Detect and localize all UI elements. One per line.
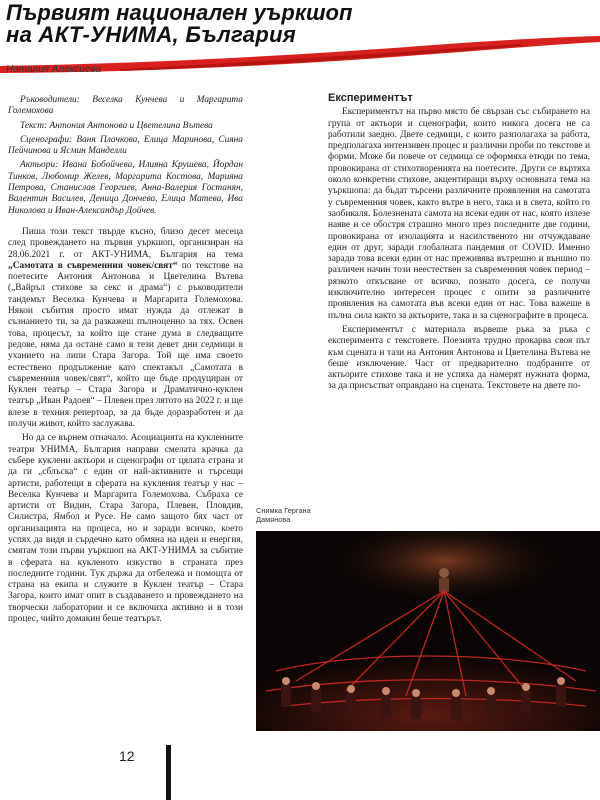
page-divider-bar [166,745,171,800]
author-name: Наталия Алексиева [6,64,101,75]
paragraph-intro: Пиша този текст твърде късно, близо десет месеца след провеждането на първия уъркшоп, организиран на 28.06.2021 г. от АКТ-УНИМА, България на тема „Самотата в съвременния човек/свят“ по текстове на поетесите Антония Антонова и Цветелина Вътева („Вайръл стихове за секс и драма“) с ръководители тандемът Веселка Кунчева и Маргарита Големохова. Някои събития просто имат нужда да отлежат в съзнанието ти, за да разкажеш пълноценно за тях. Освен това, процесът, за който ще стане дума в следващите редове, няма да остане само в тези девет дни седмици в уханието на липи Стара Загора. Той ще има своето естествено продължение като спектакъл „Самотата в съвременния човек/свят“, който ще бъде продуциран от Куклен театър – Стара Загора и Драматично-куклен театър „Иван Радоев“ – Плевен през лятото на 2022 г. и ще влезе в техния репертоар, за да бъде доразработен и да получи живот, който заслужава. [8,226,243,430]
right-column [328,93,590,396]
photo-caption: Снимка Гергана Дамянова [256,506,311,524]
suspended-figure [439,568,449,592]
paragraph-experiment: Експериментът на първо място бе свързан със събирането на група от актьори и сценографи, които никога досега не са работили заедно. Двете седмици, с които разполагаха за работа, предполагаха интензивен процес и различни проби по текстове и форми. Може би повече от седмица се оформяха етюди по тема, провокирана от стихотворенията на поетесите. Други се въртяха около конкретни стихове, акцентиращи върху основната тема на уъркшопа: да бъдат търсени различните проявления на самотата у съвременния човек, както вътре в него, така и в света, който го заобикаля. Болезнената самота на всеки един от нас, която излезе наяве и се обостря страшно много през последните две години, провокирана от изолацията и насилственото ни отчуждаване един от друг, заради глобалната пандемия от COVID. Именно заради това всеки един от нас преживява вътрешно и външно по различен начин този неестествен за съвременния човек период – рязкото откъсване от всичко, познато досега, се получи изключително интересен процес с опити за различните проявления на самотата във всеки един от нас. Това важеше в пълна сила както за актьорите, така и за сценографите в процеса. [328,107,590,321]
workshop-theme: „Самотата в съвременния човек/свят“ [8,260,178,271]
paragraph-texts: Експериментът с материала вървеше ръка за ръка с експеримента с текстовете. Поезията трудно прокарва своя път към сцената и тази на Антония Антонова и Цветелина Вътева не беше изключение. Част от предварително подбраните от актьорите стихове така и не успяха да намерят нужната форма, за да присъстват оправдано на сцената. Текстовете на двете по- [328,324,590,392]
page-number: 12 [119,748,135,764]
credit-text: Текст: Антония Антонова и Цветелина Вътева [20,120,213,131]
title-line-2: на АКТ-УНИМА, България [6,22,297,47]
section-heading: Експериментът [328,92,413,104]
credits-block [8,95,243,217]
left-column [8,95,243,628]
credit-designers: Сценографи: Ваня Плачкова, Елица Маринова, Сияна Пейчинова и Ясмин Манделли [8,134,243,157]
title-line-1: Първият национален уъркшоп [6,0,353,25]
stage-photo [256,531,600,731]
paragraph-association: Но да се върнем отначало. Асоциацията на кукленните театри УНИМА, България направи смелата крачка да събере куклени актьори и сценографи от цялата страна и да ги „сблъска“ с един от най-активните и търсещи артисти, работещи в сферата на кукления театър у нас – Веселка Кунчева и Маргарита Големохова. Събраха се артисти от Видин, Стара Загора, Плевен, Пловдив, Силистра, Ямбол и Русе. Не само защото бях част от организацията на процеса, но и заради всичко, което успях да видя и сърдечно като обмяна на идеи и енергия, смятам този първи уъркшоп на АКТ-УНИМА за събитие в сферата на кукленото изкуство в страната през последните години. Тук държа да отбележа и помощта от страна на екипа и служите в Куклен театър – Стара Загора, които имат опит в създаването и провеждането на творчески лаборатории и се включиха активно и в този процес, чийто домакин беше театърът. [8,433,243,625]
credit-actors: Актьори: Ивана Бобойчева, Илияна Крушева, Йордан Тинков, Любомир Желев, Маргарита Костова, Марияна Петрова, Станислав Георгиев, Анна-Валерия Гостанян, Валентин Василев, Деница Дончева, Елица Матева, Ива Николова и Иван-Александър Дойчев. [8,160,243,216]
credit-directors: Ръководители: Веселка Кунчева и Маргарита Големохова [8,95,243,117]
